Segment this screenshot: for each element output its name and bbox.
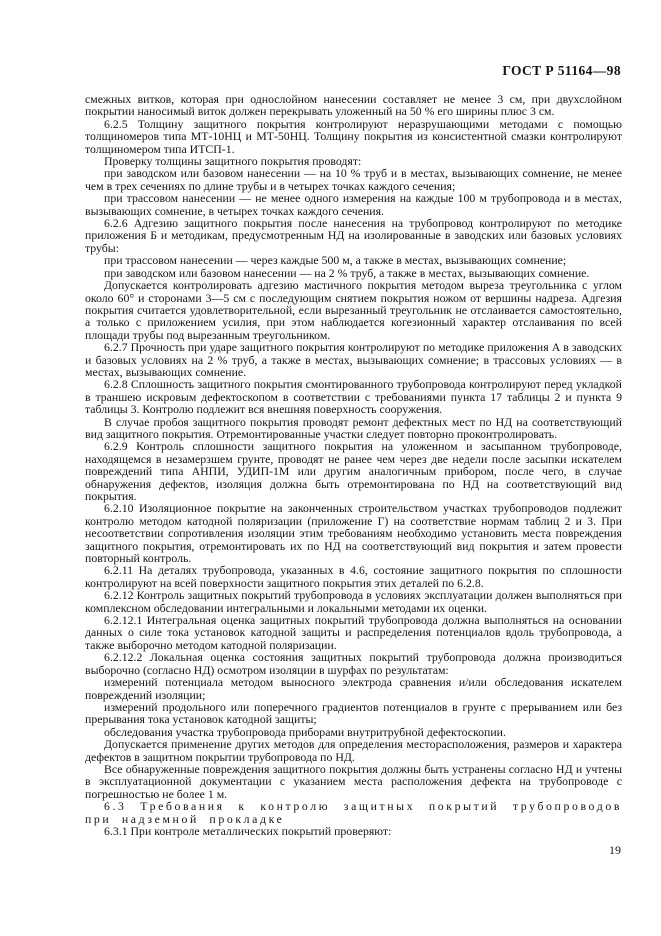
paragraph: 6.2.8 Сплошность защитного покрытия смонтированного трубопровода контролируют перед укладкой в траншею искровым дефектоскопом в соответствии с требованиями пункта 17 таблицы 2 и пункта 9 таблицы 3. Контролю подлежит вся внешняя поверхность сооружения. — [85, 377, 622, 417]
paragraph: Все обнаруженные повреждения защитного покрытия должны быть устранены согласно НД и учтены в эксплуатационной документации с указанием места расположения дефекта на трубопроводе с погрешностью не более 1 м. — [85, 761, 622, 801]
paragraph: смежных витков, которая при однослойном нанесении составляет не менее 3 см, при двухслойном покрытии наносимый виток должен перекрывать уложенный на 50 % его ширины плюс 3 см. — [85, 92, 622, 119]
paragraph: 6.2.12.1 Интегральная оценка защитных покрытий трубопровода должна выполняться на основании данных о силе тока установок катодной защиты и распределения потенциалов вдоль трубопровода, а также выборочно методом катодной поляризации. — [85, 613, 622, 652]
paragraph: 6.2.5 Толщину защитного покрытия контролируют неразрушающими методами с помощью толщиномеров типа МТ-10НЦ и МТ-50НЦ. Толщину покрытия из консистентной смазки контролируют толщиномером типа ИТСП-1. — [85, 116, 622, 156]
body-text — [85, 93, 622, 837]
standard-number-header: ГОСТ Р 51164—98 — [502, 63, 621, 78]
paragraph: измерений продольного или поперечного градиентов потенциалов в грунте с прерыванием или без прерывания тока установок катодной защиты; — [85, 699, 622, 727]
paragraph: 6.2.7 Прочность при ударе защитного покрытия контролируют по методике приложения А в заводских и базовых условиях на 2 % труб, а также в местах, вызывающих сомнение; в трассовых условиях — в местах, вызывающих сомнение. — [85, 340, 622, 379]
paragraph: 6.2.11 На деталях трубопровода, указанных в 4.6, состояние защитного покрытия по сплошности контролируют на всей поверхности защитного покрытия этих деталей по 6.2.8. — [85, 563, 622, 590]
section-heading: 6.3 Требования к контролю защитных покрытий трубопроводов при надземной прокладке — [85, 799, 622, 826]
paragraph: измерений потенциала методом выносного электрода сравнения и/или обследования искателем повреждений изоляции; — [85, 675, 622, 702]
page-number: 19 — [609, 843, 621, 857]
paragraph: Проверку толщины защитного покрытия проводят: — [104, 154, 362, 169]
paragraph: 6.2.12 Контроль защитных покрытий трубопровода в условиях эксплуатации должен выполняться при комплексном обследовании интегральными и локальными методами их оценки. — [85, 588, 622, 615]
paragraph: при трассовом нанесении — не менее одного измерения на каждые 100 м трубопровода и в местах, вызывающих сомнение, в четырех точках каждого сечения. — [85, 191, 622, 218]
paragraph: при трассовом нанесении — через каждые 500 м, а также в местах, вызывающих сомнение; — [104, 253, 567, 268]
paragraph: обследования участка трубопровода приборами внутритрубной дефектоскопии. — [104, 724, 506, 739]
paragraph: 6.3.1 При контроле металлических покрытий проверяют: — [104, 823, 392, 838]
paragraph: при заводском или базовом нанесении — на 2 % труб, а также в местах, вызывающих сомнение. — [104, 265, 590, 280]
paragraph: В случае пробоя защитного покрытия проводят ремонт дефектных мест по НД на соответствующий вид защитного покрытия. Отремонтированные участки следует повторно проконтролировать. — [85, 414, 622, 441]
paragraph: при заводском или базовом нанесении — на 10 % труб и в местах, вызывающих сомнение, не менее чем в трех сечениях по длине трубы и в четырех точках каждого сечения; — [85, 166, 622, 193]
paragraph: 6.2.6 Адгезию защитного покрытия после нанесения на трубопровод контролируют по методике приложения Б и методикам, предусмотренным НД на изолированные в заводских или базовых условиях трубы: — [85, 216, 622, 255]
paragraph: 6.2.9 Контроль сплошности защитного покрытия на уложенном и засыпанном трубопроводе, находящемся в незамерзшем грунте, проводят не ранее чем через две недели после засыпки искателем повреждений типа АНПИ, УДИП-1М или другим аналогичным прибором, после чего, в случае обнаружения дефектов, изоляция должна быть отремонтирована по НД на соответствующий вид покрытия. — [85, 439, 622, 503]
paragraph: 6.2.12.2 Локальная оценка состояния защитных покрытий трубопровода должна производиться выборочно (согласно НД) осмотром изоляции в шурфах по результатам: — [85, 650, 622, 677]
paragraph: Допускается контролировать адгезию мастичного покрытия методом выреза треугольника с углом около 60° и сторонами 3—5 см с последующим снятием покрытия ножом от вершины надреза. Адгезия покрытия считается удовлетворительной, если вырезанный треугольник не отслаивается самостоятельно, а только с приложением усилия, при этом наблюдается когезионный характер отслаивания по всей площади трубы под вырезанным треугольником. — [85, 278, 622, 342]
paragraph: 6.2.10 Изоляционное покрытие на законченных строительством участках трубопроводов подлежит контролю методом катодной поляризации (приложение Г) на соответствие нормам таблиц 2 и 3. При несоответствии сопротивления изоляции этим требованиям необходимо установить места повреждения защитного покрытия, отремонтировать их по НД на соответствующий вид покрытия и затем провести повторный контроль. — [85, 501, 622, 566]
paragraph: Допускается применение других методов для определения месторасположения, размеров и характера дефектов в защитном покрытии трубопровода по НД. — [85, 737, 622, 764]
